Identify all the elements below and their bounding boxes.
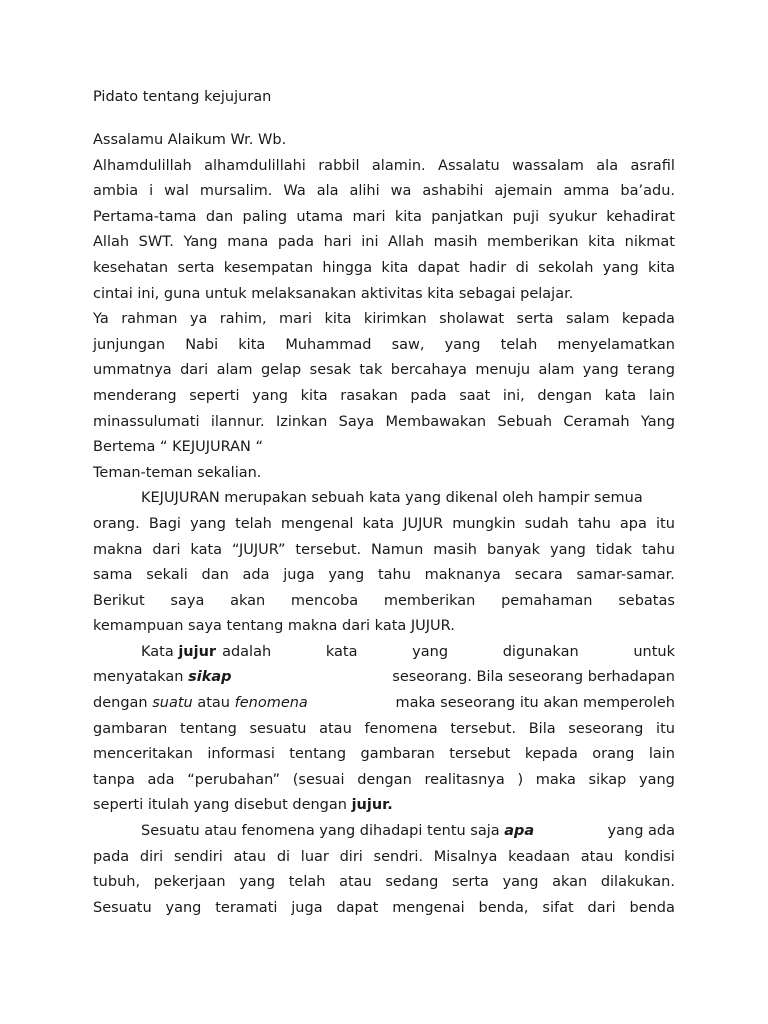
text-segment: dengan suatu atau fenomena (93, 695, 308, 712)
text-segment: maka seseorang itu akan memperoleh (395, 695, 675, 712)
bold-italic-sikap: sikap (188, 669, 232, 686)
text-line: junjungan Nabi kita Muhammad saw, yang telah menyelamatkan (93, 336, 675, 353)
text-line: kemampuan saya tentang makna dari kata JUJUR. (93, 618, 455, 635)
text-line: Ya rahman ya rahim, mari kita kirimkan sholawat serta salam kepada (93, 311, 675, 328)
text-line: Berikut saya akan mencoba memberikan pemahaman sebatas (93, 592, 675, 609)
text-line: tanpa ada “perubahan” (sesuai dengan realitasnya ) maka sikap yang (93, 771, 675, 788)
text-line: ambia i wal mursalim. Wa ala alihi wa ashabihi ajemain amma ba’adu. (93, 183, 675, 200)
text-line (93, 640, 675, 666)
text-line: sama sekali dan ada juga yang tahu maknanya secara samar-samar. (93, 567, 675, 584)
text-line: Alhamdulillah alhamdulillahi rabbil alamin. Assalatu wassalam ala asrafil (93, 157, 675, 174)
italic-suatu: suatu (152, 695, 193, 712)
text-line: pada diri sendiri atau di luar diri sendri. Misalnya keadaan atau kondisi (93, 848, 675, 865)
text-line (93, 793, 675, 819)
text-segment: adalah kata yang digunakan untuk (222, 643, 675, 660)
document-page (93, 84, 675, 921)
bold-jujur-end: jujur. (351, 797, 393, 814)
text-line: menceritakan informasi tentang gambaran tersebut kepada orang lain (93, 746, 675, 763)
text-segment: seperti itulah yang disebut dengan (93, 797, 347, 814)
text-line: Bertema “ KEJUJURAN “ (93, 439, 263, 456)
paragraph-1 (93, 486, 675, 640)
text-line: menderang seperti yang kita rasakan pada saat ini, dengan kata lain (93, 387, 675, 404)
text-line: tubuh, pekerjaan yang telah atau sedang serta yang akan dilakukan. (93, 874, 675, 891)
paragraph-2 (93, 640, 675, 819)
text-line: kesehatan serta kesempatan hingga kita dapat hadir di sekolah yang kita (93, 259, 675, 276)
paragraph-3 (93, 819, 675, 921)
text-line: gambaran tentang sesuatu atau fenomena tersebut. Bila seseorang itu (93, 720, 675, 737)
text-line: Sesuatu yang teramati juga dapat mengenai benda, sifat dari benda (93, 899, 675, 916)
text-line: KEJUJURAN merupakan sebuah kata yang dikenal oleh hampir semua (141, 490, 643, 507)
bold-italic-apa: apa (504, 823, 535, 840)
text-line: makna dari kata “JUJUR” tersebut. Namun masih banyak yang tidak tahu (93, 541, 675, 558)
text-line (93, 819, 675, 845)
text-line: minassulumati ilannur. Izinkan Saya Membawakan Sebuah Ceramah Yang (93, 413, 675, 430)
text-line: cintai ini, guna untuk melaksanakan aktivitas kita sebagai pelajar. (93, 285, 574, 302)
text-line: ummatnya dari alam gelap sesak tak bercahaya menuju alam yang terang (93, 362, 675, 379)
opening-section (93, 128, 675, 486)
opening-salam: Assalamu Alaikum Wr. Wb. (93, 132, 287, 148)
text-segment: yang ada (607, 823, 675, 840)
word-kata: Kata jujur (141, 643, 217, 660)
bold-jujur: jujur (178, 643, 217, 660)
text-segment: menyatakan sikap (93, 669, 232, 686)
text-line: Pertama-tama dan paling utama mari kita panjatkan puji syukur kehadirat (93, 208, 675, 225)
text-line: orang. Bagi yang telah mengenal kata JUJUR mungkin sudah tahu apa itu (93, 515, 675, 532)
text-line (93, 665, 675, 691)
text-segment: seseorang. Bila seseorang berhadapan (392, 669, 675, 686)
greeting-line: Teman-teman sekalian. (93, 464, 262, 481)
document-title: Pidato tentang kejujuran (93, 89, 272, 105)
text-line (93, 691, 675, 717)
italic-fenomena: fenomena (234, 695, 308, 712)
text-line: Allah SWT. Yang mana pada hari ini Allah masih memberikan kita nikmat (93, 234, 675, 251)
text-segment: Sesuatu atau fenomena yang dihadapi tentu saja apa (141, 823, 535, 840)
